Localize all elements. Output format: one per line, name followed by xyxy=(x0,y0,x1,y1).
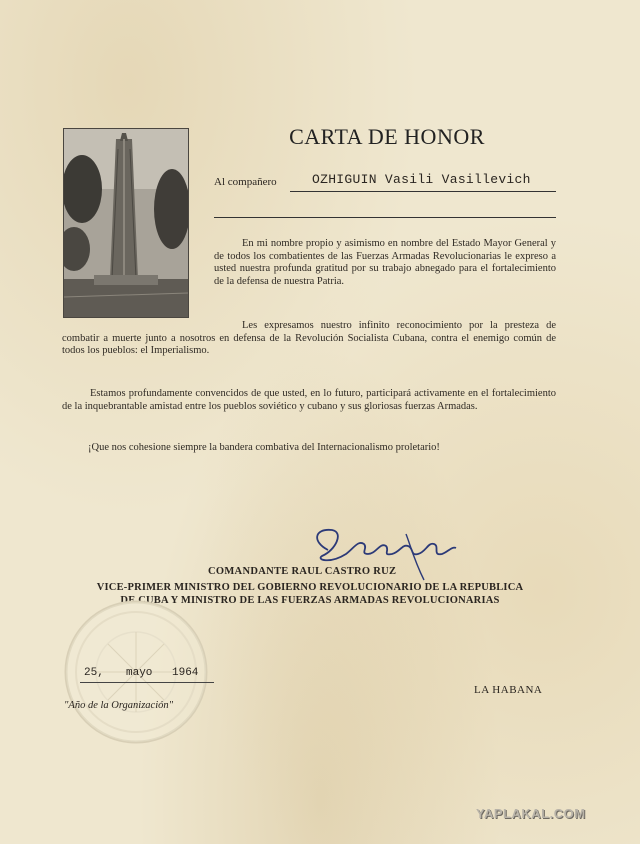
date-day: 25, xyxy=(84,667,104,679)
office-line-1: VICE-PRIMER MINISTRO DEL GOBIERNO REVOLUCIONARIO DE LA REPUBLICA xyxy=(96,582,524,593)
recipient-name: OZHIGUIN Vasili Vasillevich xyxy=(312,172,531,187)
monument-photo xyxy=(63,128,189,318)
recipient-line xyxy=(290,191,556,192)
city-name: LA HABANA xyxy=(474,684,543,696)
watermark-text: YAPLAKAL.COM xyxy=(476,806,586,821)
paragraph-friendship: Estamos profundamente convencidos de que usted, en lo futuro, participará activamente en el fortalecimiento de la inquebrantable amistad entre los pueblos soviético y cubano y sus gloriosas fuerzas Armadas. xyxy=(62,388,556,412)
paragraph-recognition: Les expresamos nuestro infinito reconocimiento por la presteza de combatir a muerte junto a nosotros en defensa de la Revolución Socialista Cubana, contra el enemigo común de todos los pueblos: el Imperialismo. xyxy=(62,320,556,356)
paragraph-gratitude: En mi nombre propio y asimismo en nombre del Estado Mayor General y de todos los combatientes de las Fuerzas Armadas Revolucionarias le expreso a usted nuestra profunda gratitud por su trabajo abnegado para el fortalecimiento de la defensa de nuestra Patria. xyxy=(214,238,556,287)
salutation-label: Al compañero xyxy=(214,176,277,188)
paragraph-internationalism: ¡Que nos cohesione siempre la bandera combativa del Internacionalismo proletario! xyxy=(88,442,440,453)
date-year: 1964 xyxy=(172,667,199,679)
office-line-2: DE CUBA Y MINISTRO DE LAS FUERZAS ARMADAS REVOLUCIONARIAS xyxy=(120,594,500,606)
blank-line xyxy=(214,217,556,218)
date-line xyxy=(80,682,214,683)
year-motto: "Año de la Organización" xyxy=(64,700,174,711)
signatory-name: COMANDANTE RAUL CASTRO RUZ xyxy=(208,566,397,577)
document-title: CARTA DE HONOR xyxy=(289,124,485,149)
date-month: mayo xyxy=(126,667,153,679)
